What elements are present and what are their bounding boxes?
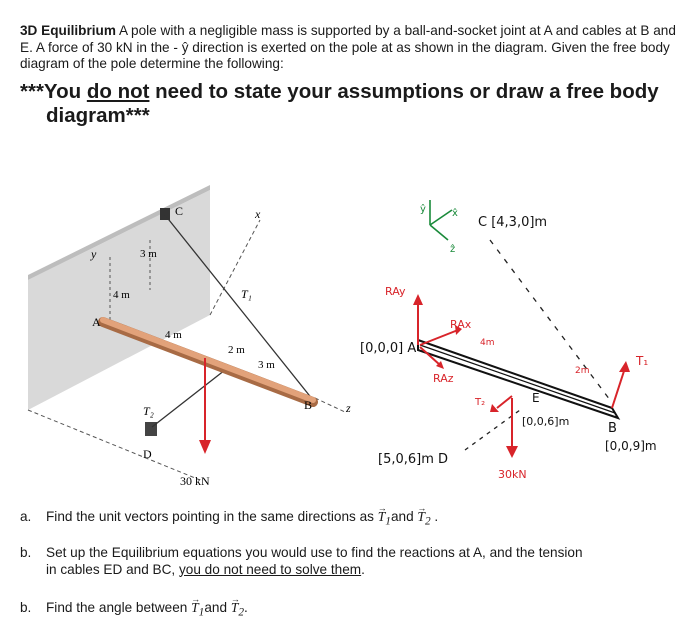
warning-underlined: do not bbox=[86, 80, 150, 103]
warning-note bbox=[20, 80, 680, 128]
question-b-line1: Set up the Equilibrium equations you would use to find the reactions at A, and the tension bbox=[46, 545, 583, 560]
question-c-text: Find the angle between bbox=[46, 600, 192, 615]
len-2m: 2m bbox=[575, 366, 590, 376]
warning-prefix: ***You bbox=[20, 80, 87, 103]
question-c-label: b. bbox=[20, 600, 32, 615]
point-b-label: B bbox=[608, 421, 617, 436]
point-e-label: E bbox=[532, 391, 540, 405]
question-a-label: a. bbox=[20, 509, 32, 524]
point-d-coords: [5,0,6]m D bbox=[378, 452, 449, 467]
warning-rest: need to state your assumptions or draw a free body bbox=[149, 80, 659, 103]
label-t1: T₁ bbox=[241, 287, 252, 301]
label-d: D bbox=[143, 447, 152, 461]
question-a: a. Find the unit vectors pointing in the same directions as → $T_1and \to T_2$ . bbox=[20, 509, 680, 530]
cable-t2 bbox=[152, 370, 225, 427]
statement-yhat: ŷ bbox=[181, 39, 189, 55]
bracket-c bbox=[160, 208, 170, 220]
fbd-t2: T₂ bbox=[475, 397, 486, 408]
fbd-force: 30kN bbox=[498, 468, 527, 481]
label-c: C bbox=[175, 204, 184, 218]
reaction-ax: RAx bbox=[450, 318, 472, 331]
fbd-t1: T₁ bbox=[636, 354, 649, 368]
dim-3m: 3 m bbox=[140, 248, 157, 260]
label-x: x bbox=[255, 207, 261, 221]
question-b-label: b. bbox=[20, 545, 32, 560]
vector-t2: → $T_2$ bbox=[417, 509, 430, 530]
problem-statement bbox=[20, 23, 680, 73]
vector-t1: → $T_1$ bbox=[378, 509, 391, 530]
point-c-coords: C [4,3,0]m bbox=[478, 215, 548, 230]
vector-t2: → $T_2$ bbox=[231, 600, 244, 621]
axis-y-label: ŷ bbox=[420, 204, 426, 215]
label-b: B bbox=[304, 398, 313, 412]
label-a: A bbox=[92, 315, 101, 329]
label-t2: T₂ bbox=[143, 404, 154, 418]
label-y: y bbox=[91, 247, 97, 261]
reaction-ay: RAy bbox=[385, 285, 406, 298]
question-c: b. Find the angle between → $T_1and \to T_2$. bbox=[20, 600, 680, 621]
textbook-figure bbox=[28, 185, 351, 488]
handwritten-fbd bbox=[360, 200, 657, 481]
len-4m: 4m bbox=[480, 338, 495, 348]
force-label: 30 kN bbox=[180, 474, 210, 488]
dim-4m-wall: 4 m bbox=[113, 289, 130, 301]
ground-dashed bbox=[28, 410, 200, 480]
point-b-coords: [0,0,9]m bbox=[605, 439, 657, 453]
label-z: z bbox=[346, 401, 351, 415]
problem-figure bbox=[0, 140, 700, 500]
axis-z-label: ẑ bbox=[450, 244, 456, 255]
point-e-coords: [0,0,6]m bbox=[522, 415, 570, 428]
dim-2m: 2 m bbox=[228, 344, 245, 356]
question-b-line2: in cables ED and BC, bbox=[46, 561, 179, 577]
reaction-az: RAz bbox=[433, 372, 454, 385]
x-axis-dashed bbox=[210, 220, 260, 315]
vector-t1: → $T_1$ bbox=[191, 600, 204, 621]
question-b: b. Set up the Equilibrium equations you would use to find the reactions at A, and the tension in cables ED and BC, you do not need to solve them. bbox=[20, 545, 583, 577]
statement-part-1: A pole with a negligible mass is supported by a ball-and-socket joint at A and cables at B and E. A force of 30 kN in the - bbox=[20, 23, 676, 55]
question-b-underlined: you do not need to solve them bbox=[178, 561, 362, 577]
point-a-coords: [0,0,0] A bbox=[360, 341, 417, 356]
dim-4m-pole: 4 m bbox=[165, 329, 182, 341]
axis-x-label: x̂ bbox=[452, 208, 458, 219]
question-a-text: Find the unit vectors pointing in the same directions as bbox=[46, 509, 378, 524]
warning-line2: diagram*** bbox=[46, 104, 150, 127]
problem-title: 3D Equilibrium bbox=[20, 23, 116, 38]
statement-part-2: direction is exerted on the pole at as shown in the diagram. Given the free body diagram of the pole determine the following: bbox=[20, 39, 670, 71]
dim-3m-pole: 3 m bbox=[258, 359, 275, 371]
